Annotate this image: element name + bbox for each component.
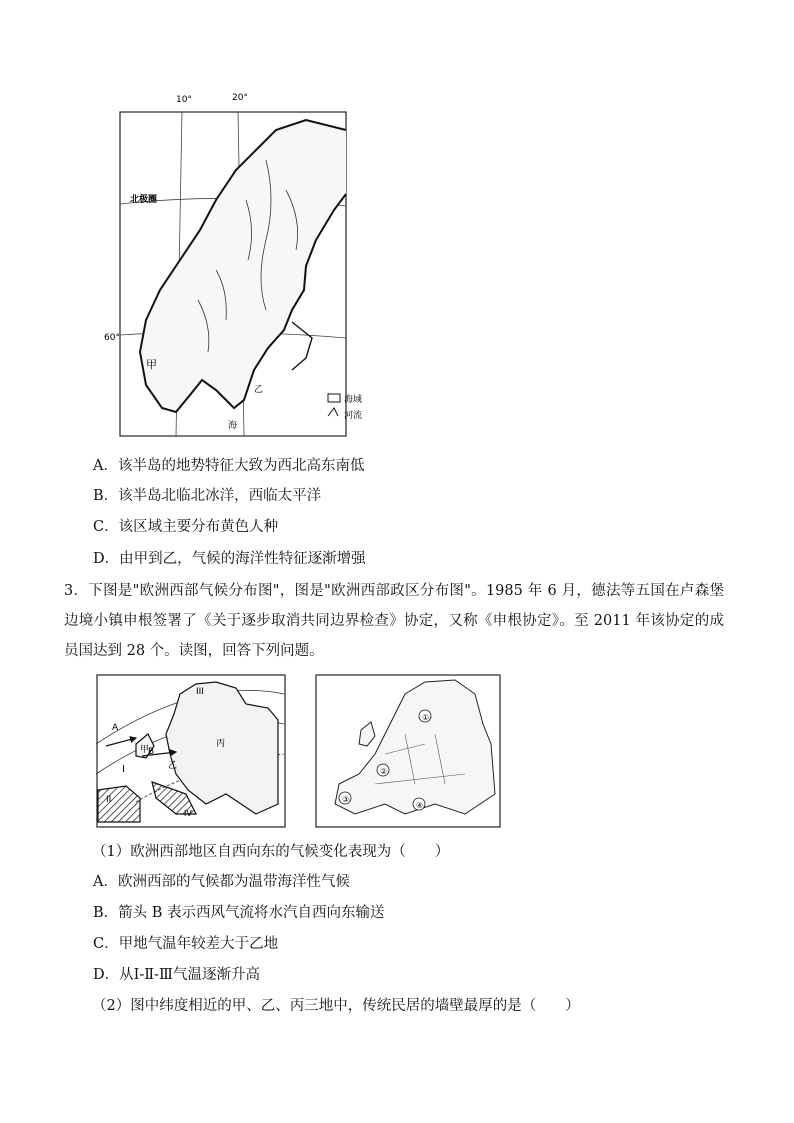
map3-label-3: ③ bbox=[342, 795, 350, 804]
map2-label-yi: 乙 bbox=[168, 761, 178, 771]
legend-river-label: 河流 bbox=[344, 411, 363, 421]
label-yi: 乙 bbox=[254, 385, 264, 395]
map2-label-jia: 甲 bbox=[140, 745, 150, 755]
map2-label-i: I bbox=[122, 764, 125, 775]
map2-label-iv: IV bbox=[184, 809, 192, 818]
q2-option-a: A．该半岛的地势特征大致为西北高东南低 bbox=[93, 458, 365, 474]
q3-sub2-stem: （2）图中纬度相近的甲、乙、丙三地中，传统民居的墙壁最厚的是（ ） bbox=[92, 998, 580, 1014]
q3-text: 3．下图是"欧洲西部气候分布图"，图是"欧洲西部政区分布图"。1985 年 6 月，德法等五国在卢森堡边境小镇申根签署了《关于逐步取消共同边界检查》协定，又称《申根协定》。至 2011 年该协定的成员国达到 28 个。读图，回答下列问题。 bbox=[64, 583, 724, 659]
q2-option-c: C．该区域主要分布黄色人种 bbox=[93, 519, 279, 535]
q3-sub1-option-d: D．从Ⅰ-Ⅱ-Ⅲ气温逐渐升高 bbox=[93, 967, 260, 983]
map2-label-a: A bbox=[112, 723, 119, 733]
q3-sub1-option-a: A．欧洲西部的气候都为温带海洋性气候 bbox=[93, 874, 350, 890]
q2-option-b: B．该半岛北临北冰洋，西临太平洋 bbox=[93, 488, 322, 504]
lon-10-label: 10° bbox=[176, 95, 192, 105]
map2-label-ii: II bbox=[106, 795, 112, 805]
lat-60-label: 60° bbox=[104, 333, 120, 343]
scandinavia-map bbox=[104, 90, 376, 440]
map2-label-bing: 丙 bbox=[216, 739, 226, 749]
arctic-circle-label: 北极圈 bbox=[130, 195, 158, 205]
map3-label-2: ② bbox=[380, 767, 388, 776]
q3-sub1-option-c: C．甲地气温年较差大于乙地 bbox=[93, 936, 279, 952]
label-jia: 甲 bbox=[146, 358, 157, 371]
sea-label: 海 bbox=[228, 421, 238, 431]
q3-sub1-option-b: B．箭头 B 表示西风气流将水汽自西向东输送 bbox=[93, 905, 385, 921]
q2-option-d: D．由甲到乙，气候的海洋性特征逐渐增强 bbox=[93, 551, 366, 567]
political-map bbox=[315, 674, 501, 828]
map2-label-iii: III bbox=[196, 687, 204, 697]
map3-label-1: ① bbox=[422, 713, 430, 722]
climate-map bbox=[96, 674, 286, 828]
lon-20-label: 20° bbox=[232, 93, 248, 103]
map2-label-b: B bbox=[148, 747, 155, 757]
map3-label-4: ④ bbox=[416, 801, 424, 810]
legend-border-label: 海域 bbox=[344, 395, 363, 405]
q3-sub1-stem: （1）欧洲西部地区自西向东的气候变化表现为（ ） bbox=[92, 844, 450, 860]
